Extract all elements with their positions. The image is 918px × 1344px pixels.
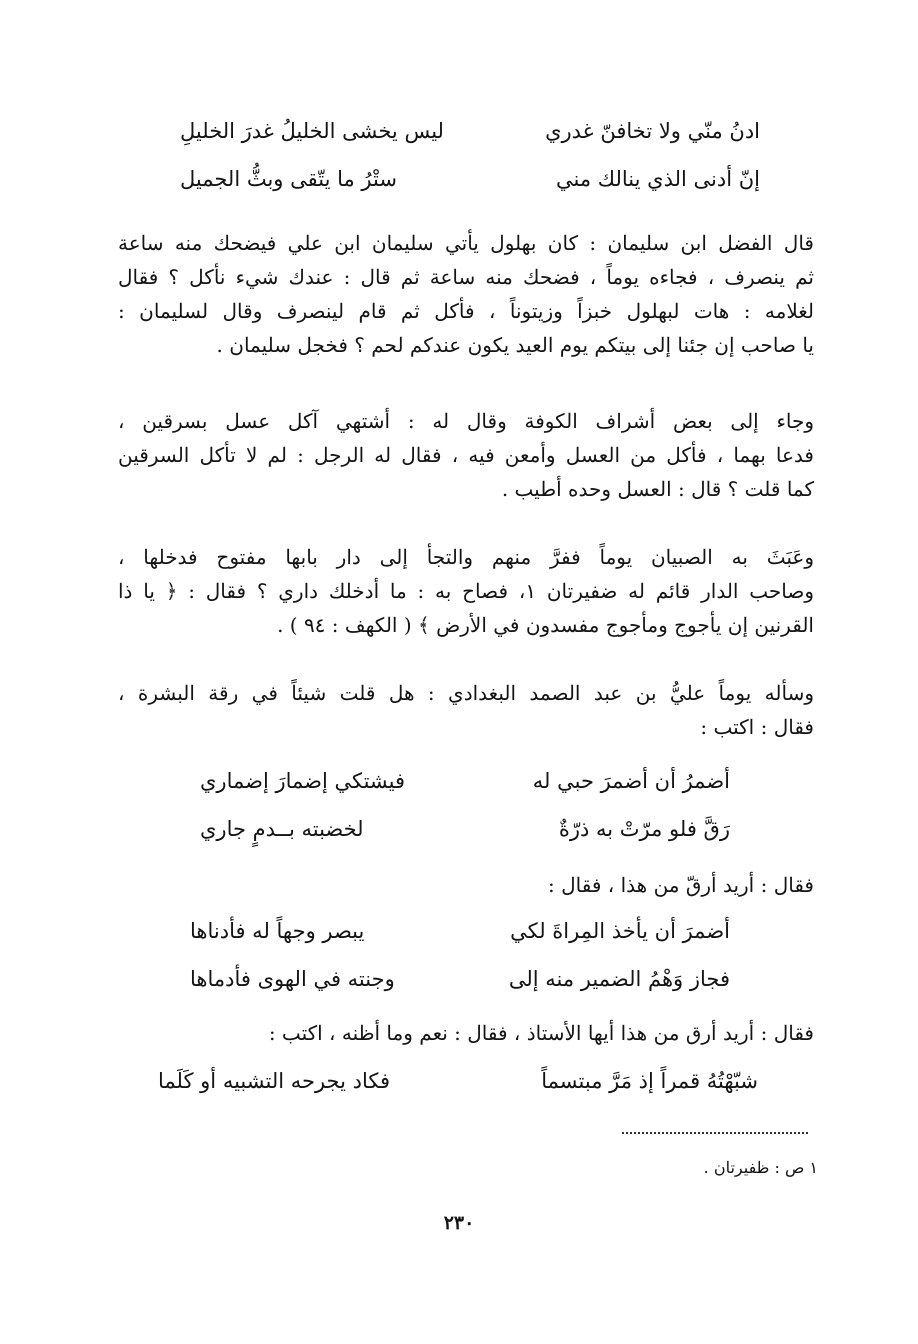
poem3-verse-1-first-hemistich: أضمرَ أن يأخذ المِراةَ لكي (510, 919, 730, 943)
text-line: ثم ينصرف ، فجاءه يوماً ، فضحك منه ساعة ثم قال : عندك شيء نأكل ؟ فقال (118, 265, 814, 289)
poem4-verse-1-second-hemistich: فكاد يجرحه التشبيه أو كَلَما (158, 1069, 391, 1093)
poem2-verse-1-first-hemistich: أضمرُ أن أضمرَ حبي له (532, 769, 730, 793)
text-line: وجاء إلى بعض أشراف الكوفة وقال له : أشتهي آكل عسل بسرقين ، (118, 409, 814, 433)
text-line: كما قلت ؟ قال : العسل وحده أطيب . (501, 477, 814, 501)
poem3-verse-1-second-hemistich: يبصر وجهاً له فأدناها (190, 919, 365, 943)
poem1-verse-1-first-hemistich: ادنُ منّي ولا تخافنّ غدري (545, 119, 760, 143)
paragraph-question (118, 676, 814, 744)
text-line: فقال : اكتب : (700, 715, 814, 739)
poem1-verse-2 (180, 164, 760, 194)
poem3-verse-2-second-hemistich: وجنته في الهوى فأدماها (190, 967, 395, 991)
poem1-verse-1 (180, 116, 760, 146)
poem2-verse-2-second-hemistich: لخضبته بــدمٍ جاري (200, 817, 364, 841)
poem1-verse-1-second-hemistich: ليس يخشى الخليلُ غدرَ الخليلِ (180, 119, 444, 143)
text-line: وصاحب الدار قائم له ضفيرتان ١، فصاح به : ما أدخلك داري ؟ فقال : ﴿ يا ذا (118, 579, 814, 603)
poem4-verse-1 (158, 1066, 758, 1096)
footnote: ١ ص : ظفيرتان . (703, 1158, 818, 1177)
page-number: ٢٣٠ (443, 1212, 475, 1234)
poem3-verse-2-first-hemistich: فجاز وَهْمُ الضمير منه إلى (508, 967, 730, 991)
paragraph-bahlul-sulayman (118, 226, 814, 362)
text-line: يا صاحب إن جئنا إلى بيتكم يوم العيد يكون عندكم لحم ؟ فخجل سليمان . (216, 333, 814, 357)
poem3-verse-2 (190, 964, 730, 994)
text-line: وسأله يوماً عليُّ بن عبد الصمد البغدادي : هل قلت شيئاً في رقة البشرة ، (118, 681, 814, 705)
poem1-verse-2-second-hemistich: ستْرُ ما يتّقى وبثُّ الجميل (180, 167, 397, 191)
paragraph-honey (118, 404, 814, 506)
footnote-divider (622, 1132, 808, 1134)
text-line: فدعا بهما ، فأكل من العسل وأمعن فيه ، فقال له الرجل : لم لا تأكل السرقين (118, 443, 814, 467)
poem2-verse-1 (200, 766, 730, 796)
text-line: قال الفضل ابن سليمان : كان بهلول يأتي سليمان ابن علي فيضحك منه ساعة (118, 231, 814, 255)
poem4-verse-1-first-hemistich: شبّهْتُهُ قمراً إذ مَرَّ مبتسماً (541, 1069, 758, 1093)
poem2-verse-1-second-hemistich: فيشتكي إضمارَ إضماري (200, 769, 406, 793)
poem3-verse-1 (190, 916, 730, 946)
poem2-verse-2 (200, 814, 730, 844)
paragraph-children (118, 540, 814, 642)
poem1-verse-2-first-hemistich: إنّ أدنى الذي ينالك مني (556, 167, 760, 191)
text-line: لغلامه : هات لبهلول خبزاً وزيتوناً ، فأكل ثم قام لينصرف وقال لسليمان : (118, 299, 814, 323)
text-line: وعَبَثَ به الصبيان يوماً ففرَّ منهم والتجأ إلى دار بابها مفتوح فدخلها ، (118, 545, 814, 569)
request-line-1: فقال : أريد أرقّ من هذا ، فقال : (548, 873, 814, 897)
poem2-verse-2-first-hemistich: رَقَّ فلو مرّتْ به ذرّةٌ (558, 817, 730, 841)
request-line-2: فقال : أريد أرق من هذا أيها الأستاذ ، فقال : نعم وما أظنه ، اكتب : (268, 1021, 814, 1045)
text-line: القرنين إن يأجوج ومأجوج مفسدون في الأرض ﴾ ( الكهف : ٩٤ ) . (277, 613, 814, 637)
